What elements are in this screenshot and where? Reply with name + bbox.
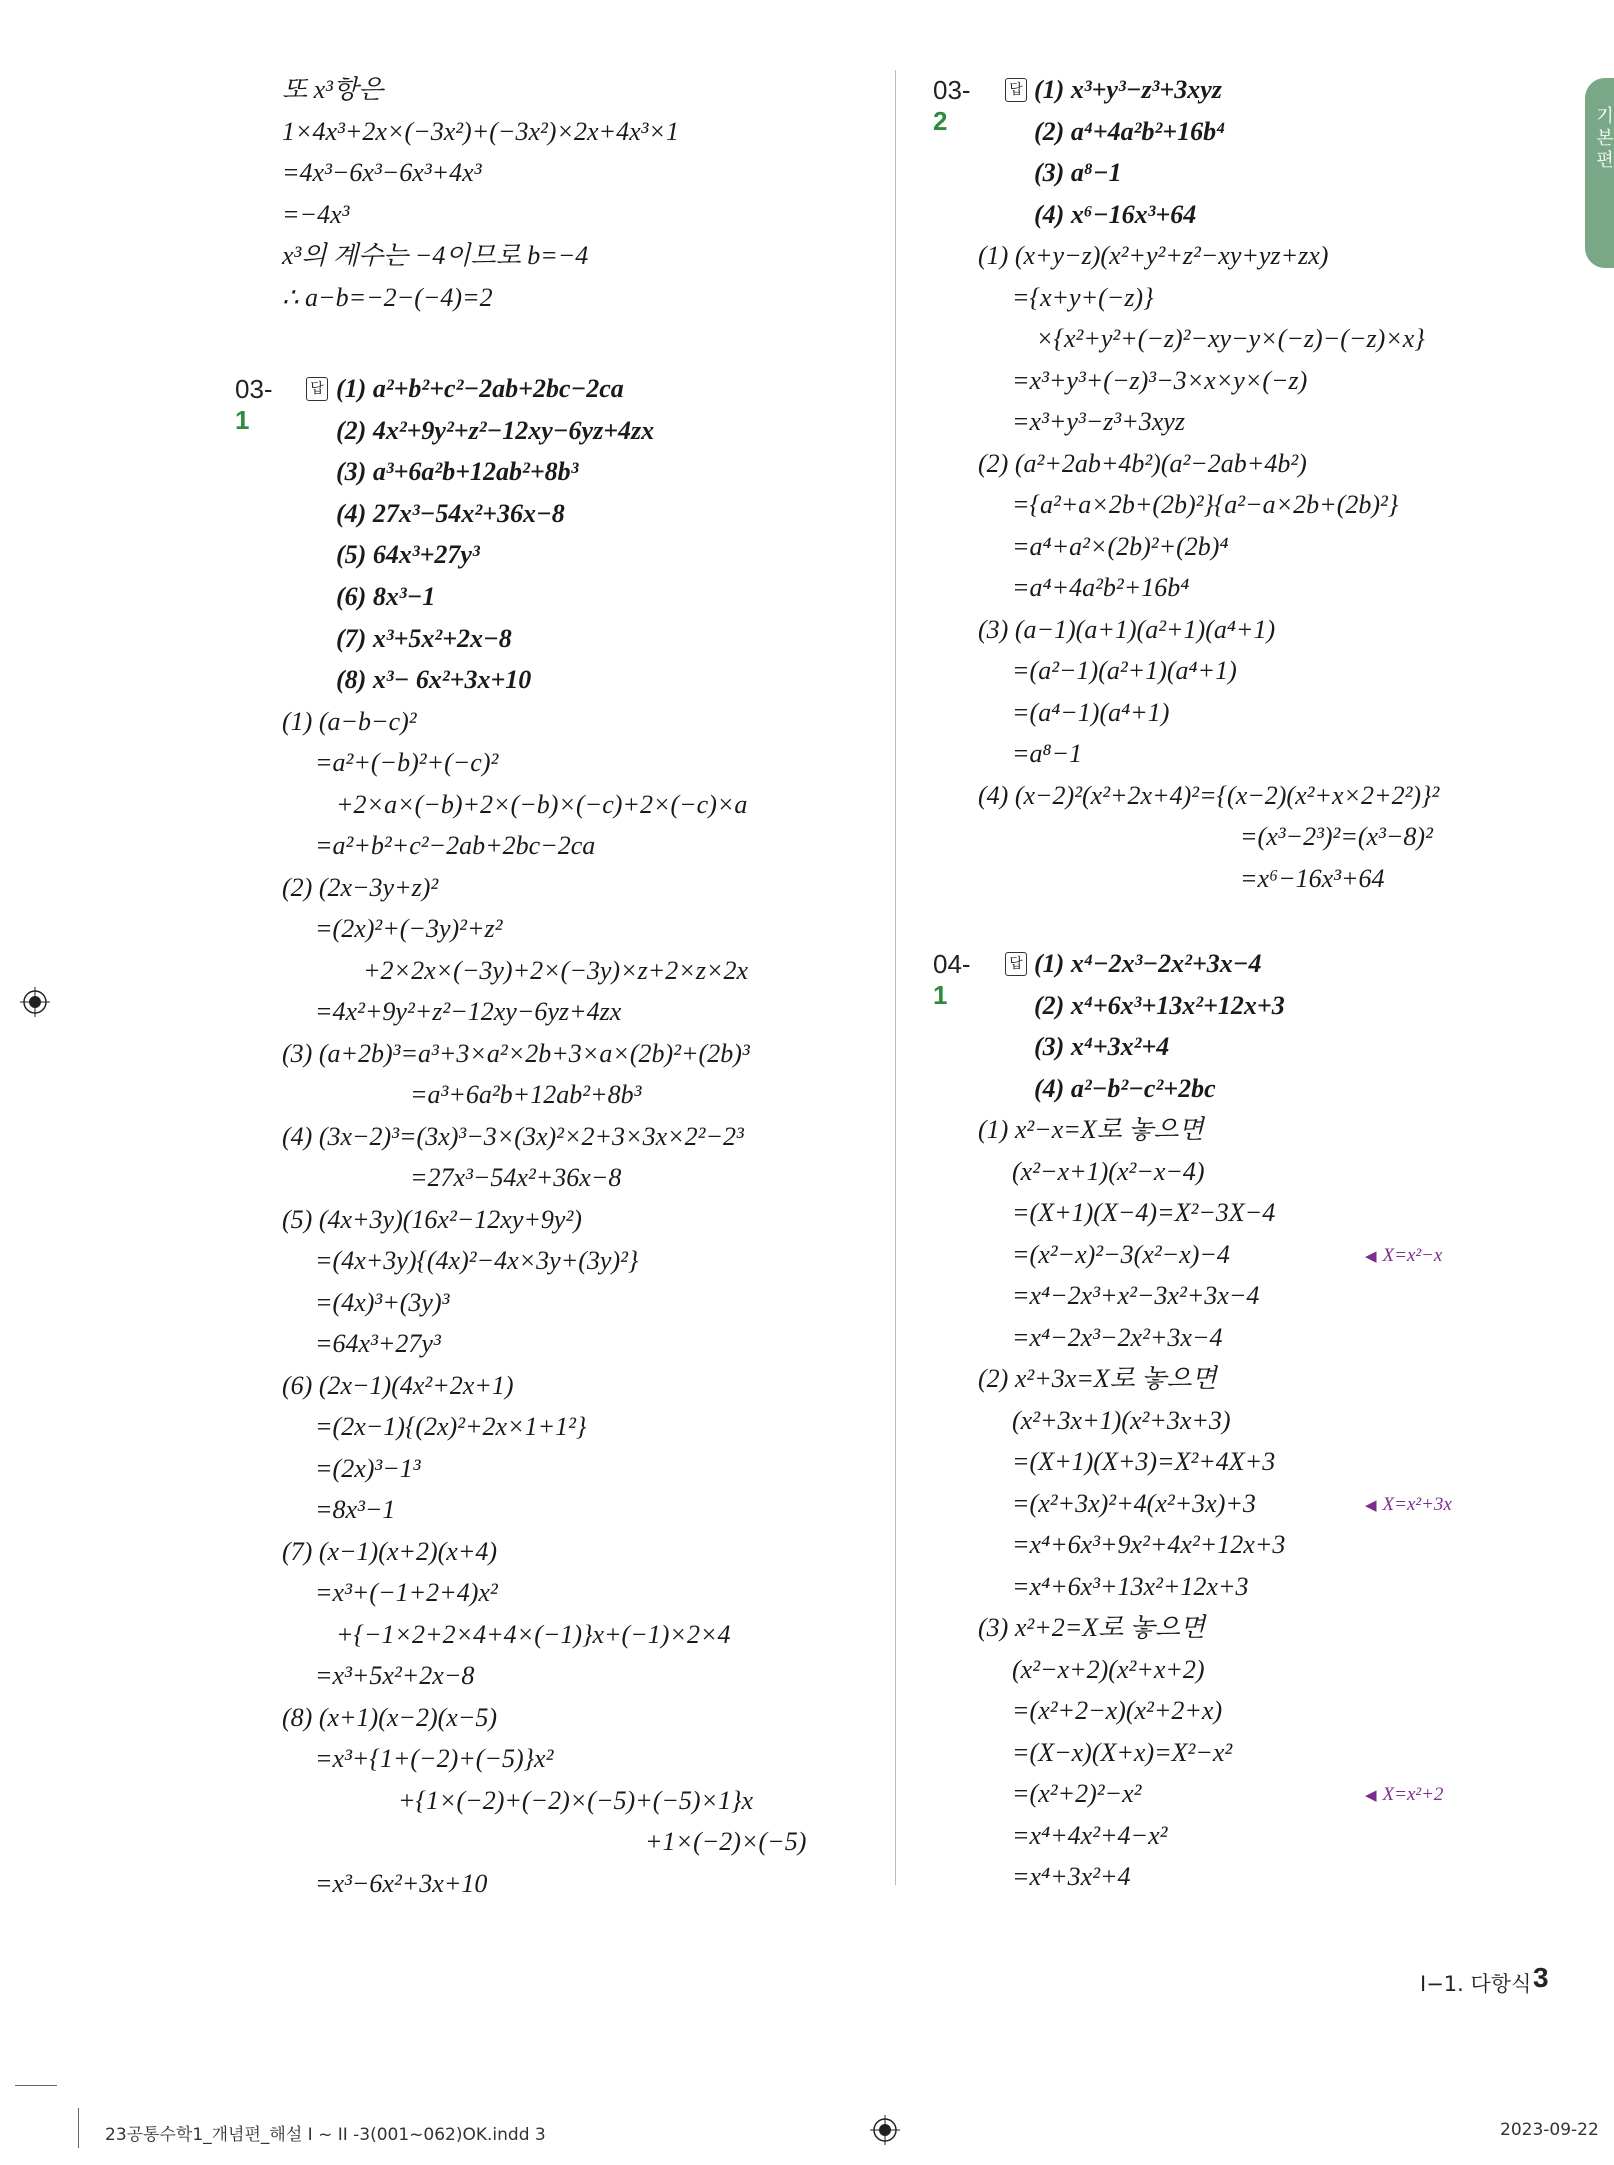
chapter-label: I−1. 다항식 bbox=[1420, 1972, 1532, 1996]
solution-line: (1) (a−b−c)² bbox=[282, 707, 417, 736]
answer-line: (1) x³+y³−z³+3xyz bbox=[1034, 75, 1222, 104]
intro-line: =−4x³ bbox=[282, 200, 350, 229]
solution-line: (x²−x+2)(x²+x+2) bbox=[1012, 1655, 1205, 1684]
problem-prefix: 04- bbox=[933, 949, 971, 979]
print-file-name: 23공통수학1_개념편_해설 I ~ II -3(001~062)OK.indd 3 bbox=[105, 2125, 546, 2145]
solution-line: =(X−x)(X+x)=X²−x² bbox=[1012, 1738, 1233, 1767]
answer-line: (2) x⁴+6x³+13x²+12x+3 bbox=[1034, 991, 1285, 1020]
answer-line: (3) a⁸−1 bbox=[1034, 158, 1122, 187]
intro-line: 또 x³항은 bbox=[282, 75, 384, 104]
problem-prefix: 03- bbox=[235, 374, 273, 404]
solution-line: =a⁸−1 bbox=[1012, 739, 1083, 768]
answer-line: (7) x³+5x²+2x−8 bbox=[336, 624, 512, 653]
solution-line: =(x²+3x)²+4(x²+3x)+3 bbox=[1012, 1489, 1256, 1518]
answer-line: (2) 4x²+9y²+z²−12xy−6yz+4zx bbox=[336, 416, 655, 445]
answer-line: (5) 64x³+27y³ bbox=[336, 540, 480, 569]
solution-line: (4) (3x−2)³=(3x)³−3×(3x)²×2+3×3x×2²−2³ bbox=[282, 1122, 744, 1151]
column-divider bbox=[895, 70, 896, 1885]
solution-line: =a⁴+a²×(2b)²+(2b)⁴ bbox=[1012, 532, 1229, 561]
solution-line: =x³+5x²+2x−8 bbox=[315, 1661, 475, 1690]
solution-line: =4x²+9y²+z²−12xy−6yz+4zx bbox=[315, 997, 622, 1026]
solution-line: =(2x)³−1³ bbox=[315, 1454, 421, 1483]
problem-label-03-1 bbox=[235, 374, 273, 436]
answer-badge: 답 bbox=[1005, 78, 1027, 102]
solution-line: =x⁴+3x²+4 bbox=[1012, 1862, 1131, 1891]
solution-line: +{−1×2+2×4+4×(−1)}x+(−1)×2×4 bbox=[336, 1620, 731, 1649]
print-date: 2023-09-22 bbox=[1500, 2120, 1599, 2140]
solution-line: =a⁴+4a²b²+16b⁴ bbox=[1012, 573, 1190, 602]
solution-line: (8) (x+1)(x−2)(x−5) bbox=[282, 1703, 498, 1732]
answer-badge: 답 bbox=[306, 377, 328, 401]
solution-line: =(X+1)(X−4)=X²−3X−4 bbox=[1012, 1198, 1276, 1227]
solution-line: =64x³+27y³ bbox=[315, 1329, 441, 1358]
solution-line: =(4x+3y){(4x)²−4x×3y+(3y)²} bbox=[315, 1246, 639, 1275]
answer-line: (4) 27x³−54x²+36x−8 bbox=[336, 499, 565, 528]
answer-line: (2) a⁴+4a²b²+16b⁴ bbox=[1034, 117, 1226, 146]
solution-line: (3) (a−1)(a+1)(a²+1)(a⁴+1) bbox=[978, 615, 1276, 644]
intro-line: =4x³−6x³−6x³+4x³ bbox=[282, 158, 482, 187]
solution-line: +1×(−2)×(−5) bbox=[645, 1827, 807, 1856]
substitution-note: ◀ X=x²+3x bbox=[1365, 1494, 1452, 1515]
solution-line: =x³+{1+(−2)+(−5)}x² bbox=[315, 1744, 554, 1773]
problem-number: 2 bbox=[933, 106, 948, 136]
solution-line: =(a⁴−1)(a⁴+1) bbox=[1012, 698, 1170, 727]
solution-line: (2) (a²+2ab+4b²)(a²−2ab+4b²) bbox=[978, 449, 1307, 478]
solution-line: (x²−x+1)(x²−x−4) bbox=[1012, 1157, 1205, 1186]
solution-line: +2×a×(−b)+2×(−b)×(−c)+2×(−c)×a bbox=[336, 790, 748, 819]
solution-line: =(X+1)(X+3)=X²+4X+3 bbox=[1012, 1447, 1276, 1476]
registration-mark-icon bbox=[870, 2115, 900, 2145]
substitution-note: ◀ X=x²−x bbox=[1365, 1245, 1443, 1266]
solution-line: =(2x)²+(−3y)²+z² bbox=[315, 914, 503, 943]
page-number: 3 bbox=[1533, 1962, 1549, 1993]
intro-line: ∴ a−b=−2−(−4)=2 bbox=[282, 283, 493, 312]
solution-line: =x³+(−1+2+4)x² bbox=[315, 1578, 498, 1607]
note-text: X=x²+3x bbox=[1382, 1494, 1452, 1515]
problem-number: 1 bbox=[235, 405, 250, 435]
solution-line: (5) (4x+3y)(16x²−12xy+9y²) bbox=[282, 1205, 582, 1234]
answer-badge: 답 bbox=[1005, 952, 1027, 976]
problem-number: 1 bbox=[933, 980, 948, 1010]
solution-line: (1) x²−x=X로 놓으면 bbox=[978, 1115, 1204, 1144]
solution-line: =a³+6a²b+12ab²+8b³ bbox=[410, 1080, 642, 1109]
solution-line: +2×2x×(−3y)+2×(−3y)×z+2×z×2x bbox=[363, 956, 749, 985]
solution-line: =x⁶−16x³+64 bbox=[1240, 864, 1385, 893]
solution-line: =(a²−1)(a²+1)(a⁴+1) bbox=[1012, 656, 1237, 685]
note-text: X=x²+2 bbox=[1382, 1784, 1444, 1805]
answer-line: (1) a²+b²+c²−2ab+2bc−2ca bbox=[336, 374, 624, 403]
crop-mark bbox=[15, 2085, 57, 2086]
solution-line: (3) x²+2=X로 놓으면 bbox=[978, 1613, 1206, 1642]
solution-line: (2) (2x−3y+z)² bbox=[282, 873, 439, 902]
problem-label-04-1 bbox=[933, 949, 971, 1011]
answer-line: (4) x⁶−16x³+64 bbox=[1034, 200, 1197, 229]
solution-line: =(x²−x)²−3(x²−x)−4 bbox=[1012, 1240, 1230, 1269]
solution-line: =8x³−1 bbox=[315, 1495, 396, 1524]
answer-line: (3) x⁴+3x²+4 bbox=[1034, 1032, 1170, 1061]
answer-line: (6) 8x³−1 bbox=[336, 582, 436, 611]
solution-line: +{1×(−2)+(−2)×(−5)+(−5)×1}x bbox=[398, 1786, 754, 1815]
solution-line: =x⁴+4x²+4−x² bbox=[1012, 1821, 1168, 1850]
answer-line: (8) x³− 6x²+3x+10 bbox=[336, 665, 532, 694]
solution-line: =x³+y³−z³+3xyz bbox=[1012, 407, 1185, 436]
solution-line: =x⁴−2x³+x²−3x²+3x−4 bbox=[1012, 1281, 1260, 1310]
substitution-note: ◀ X=x²+2 bbox=[1365, 1784, 1444, 1805]
solution-line: (4) (x−2)²(x²+2x+4)²={(x−2)(x²+x×2+2²)}² bbox=[978, 781, 1440, 810]
solution-line: =(x³−2³)²=(x³−8)² bbox=[1240, 822, 1433, 851]
solution-line: =(x²+2)²−x² bbox=[1012, 1779, 1142, 1808]
intro-line: x³의 계수는 −4이므로 b=−4 bbox=[282, 241, 589, 270]
intro-line: 1×4x³+2x×(−3x²)+(−3x²)×2x+4x³×1 bbox=[282, 117, 679, 146]
solution-line: =x³+y³+(−z)³−3×x×y×(−z) bbox=[1012, 366, 1308, 395]
solution-line: =(x²+2−x)(x²+2+x) bbox=[1012, 1696, 1223, 1725]
solution-line: ={a²+a×2b+(2b)²}{a²−a×2b+(2b)²} bbox=[1012, 490, 1399, 519]
solution-line: (6) (2x−1)(4x²+2x+1) bbox=[282, 1371, 514, 1400]
solution-line: =x⁴+6x³+9x²+4x²+12x+3 bbox=[1012, 1530, 1286, 1559]
solution-line: =x³−6x²+3x+10 bbox=[315, 1869, 488, 1898]
note-text: X=x²−x bbox=[1382, 1245, 1443, 1266]
solution-line: (2) x²+3x=X로 놓으면 bbox=[978, 1364, 1217, 1393]
solution-line: =(2x−1){(2x)²+2x×1+1²} bbox=[315, 1412, 587, 1441]
side-tab bbox=[1585, 78, 1614, 268]
registration-mark-icon bbox=[20, 987, 50, 1017]
solution-line: =(4x)³+(3y)³ bbox=[315, 1288, 450, 1317]
solution-line: =x⁴−2x³−2x²+3x−4 bbox=[1012, 1323, 1223, 1352]
solution-line: =27x³−54x²+36x−8 bbox=[410, 1163, 622, 1192]
answer-line: (3) a³+6a²b+12ab²+8b³ bbox=[336, 457, 579, 486]
side-tab-label: 기본편 bbox=[1596, 106, 1614, 171]
solution-line: ={x+y+(−z)} bbox=[1012, 283, 1154, 312]
answer-line: (1) x⁴−2x³−2x²+3x−4 bbox=[1034, 949, 1262, 978]
solution-line: ×{x²+y²+(−z)²−xy−y×(−z)−(−z)×x} bbox=[1036, 324, 1425, 353]
solution-line: (3) (a+2b)³=a³+3×a²×2b+3×a×(2b)²+(2b)³ bbox=[282, 1039, 750, 1068]
solution-line: =a²+(−b)²+(−c)² bbox=[315, 748, 499, 777]
crop-mark bbox=[78, 2108, 79, 2148]
solution-line: (x²+3x+1)(x²+3x+3) bbox=[1012, 1406, 1231, 1435]
solution-line: (1) (x+y−z)(x²+y²+z²−xy+yz+zx) bbox=[978, 241, 1329, 270]
problem-label-03-2 bbox=[933, 75, 971, 137]
solution-line: (7) (x−1)(x+2)(x+4) bbox=[282, 1537, 498, 1566]
solution-line: =a²+b²+c²−2ab+2bc−2ca bbox=[315, 831, 596, 860]
problem-prefix: 03- bbox=[933, 75, 971, 105]
solution-line: =x⁴+6x³+13x²+12x+3 bbox=[1012, 1572, 1249, 1601]
answer-line: (4) a²−b²−c²+2bc bbox=[1034, 1074, 1216, 1103]
